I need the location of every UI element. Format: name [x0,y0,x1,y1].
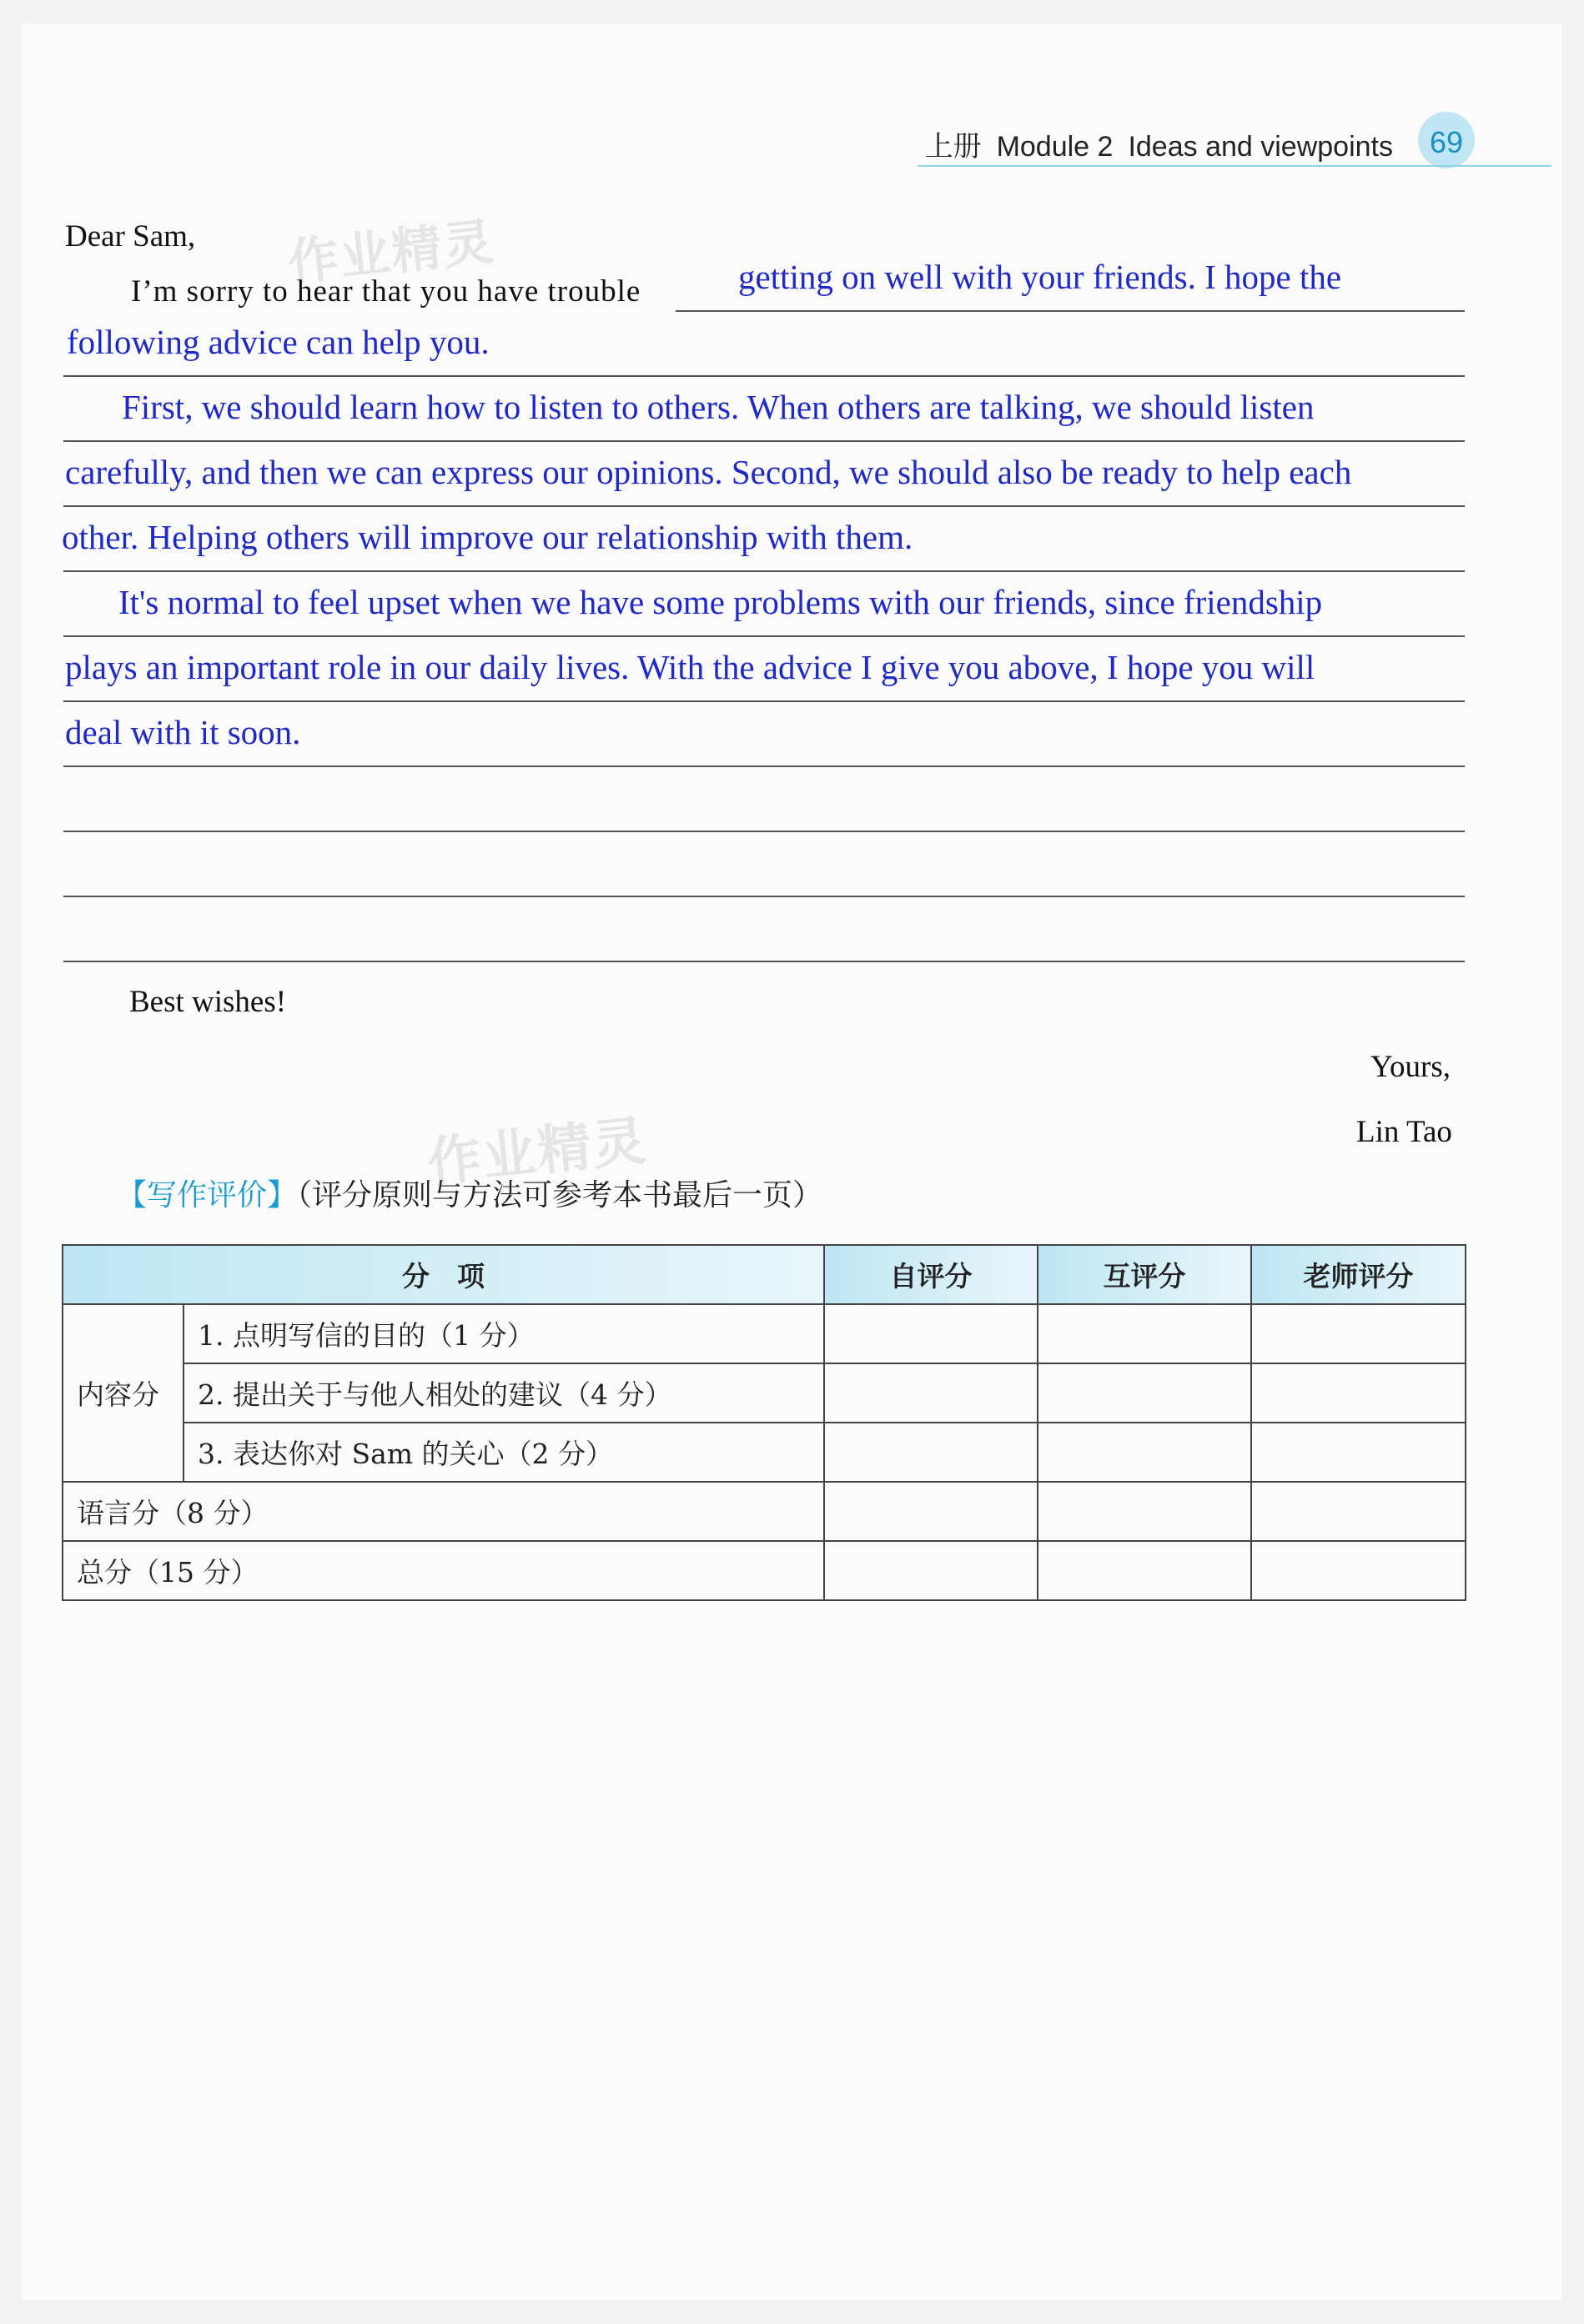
handwritten-line: following advice can help you. [67,323,490,361]
total-score-label: 总分（15 分） [63,1541,824,1600]
content-group-label: 内容分 [63,1304,184,1482]
criterion-label: 3. 表达你对 Sam 的关心（2 分） [184,1423,824,1482]
teacher-score-cell[interactable] [1251,1363,1466,1423]
table-row [63,1541,1466,1600]
column-header-teacher: 老师评分 [1251,1245,1466,1304]
header-volume: 上册 [924,131,982,163]
teacher-score-cell[interactable] [1251,1304,1466,1363]
writing-line [63,570,1465,572]
header-text [910,123,1393,164]
handwritten-line: plays an important role in our daily lives. With the advice I give you above, I hope you will [65,648,1315,686]
peer-score-cell[interactable] [1038,1423,1251,1482]
table-row [63,1482,1466,1541]
handwritten-line: deal with it soon. [65,713,301,751]
column-header-peer: 互评分 [1038,1245,1251,1304]
letter-signoff: Yours, [1370,1050,1451,1084]
evaluation-heading: 【写作评价】 [117,1178,298,1212]
handwritten-line: It's normal to feel upset when we have some problems with our friends, since friendship [118,583,1323,621]
watermark-logo: 作业精灵 [425,1110,651,1195]
teacher-score-cell[interactable] [1251,1423,1466,1482]
column-header-self: 自评分 [824,1245,1038,1304]
handwritten-line: other. Helping others will improve our relationship with them. [62,518,913,556]
workbook-page [22,23,1561,2300]
evaluation-title [117,1172,822,1214]
language-score-label: 语言分（8 分） [63,1482,824,1541]
column-header-item: 分 项 [63,1245,824,1304]
page-header [918,117,1551,168]
writing-line [63,765,1465,767]
self-score-cell[interactable] [824,1363,1038,1423]
header-rule [918,165,1551,167]
writing-line [63,896,1465,897]
peer-score-cell[interactable] [1038,1541,1251,1600]
writing-line [63,961,1465,962]
table-row [63,1423,1466,1482]
letter-signature: Lin Tao [1356,1115,1452,1149]
watermark-logo: 作业精灵 [285,213,498,293]
teacher-score-cell[interactable] [1251,1541,1466,1600]
handwritten-line: carefully, and then we can express our opinions. Second, we should also be ready to help each [65,453,1352,491]
writing-line [63,635,1465,637]
letter-greeting: Dear Sam, [65,219,196,253]
writing-line [676,310,1465,312]
page-number-badge: 69 [1418,112,1475,168]
handwritten-line: getting on well with your friends. I hope the [738,258,1342,296]
writing-line [63,831,1465,832]
letter-prompt: I’m sorry to hear that you have trouble [131,274,641,309]
table-header-row [63,1245,1466,1304]
table-row [63,1304,1466,1363]
writing-line [63,375,1465,377]
header-module: Module 2 [996,131,1114,163]
writing-line [63,700,1465,702]
writing-line [63,440,1465,442]
evaluation-table [62,1244,1466,1601]
evaluation-note: （评分原则与方法可参考本书最后一页） [297,1178,823,1212]
self-score-cell[interactable] [824,1423,1038,1482]
self-score-cell[interactable] [824,1482,1038,1541]
teacher-score-cell[interactable] [1251,1482,1466,1541]
writing-line [63,505,1465,507]
table-row [63,1363,1466,1423]
criterion-label: 2. 提出关于与他人相处的建议（4 分） [184,1363,824,1423]
handwritten-line: First, we should learn how to listen to others. When others are talking, we should listen [122,388,1315,426]
letter-closing: Best wishes! [129,985,287,1019]
header-topic: Ideas and viewpoints [1128,131,1393,163]
peer-score-cell[interactable] [1038,1304,1251,1363]
peer-score-cell[interactable] [1038,1363,1251,1423]
criterion-label: 1. 点明写信的目的（1 分） [184,1304,824,1363]
peer-score-cell[interactable] [1038,1482,1251,1541]
self-score-cell[interactable] [824,1541,1038,1600]
self-score-cell[interactable] [824,1304,1038,1363]
